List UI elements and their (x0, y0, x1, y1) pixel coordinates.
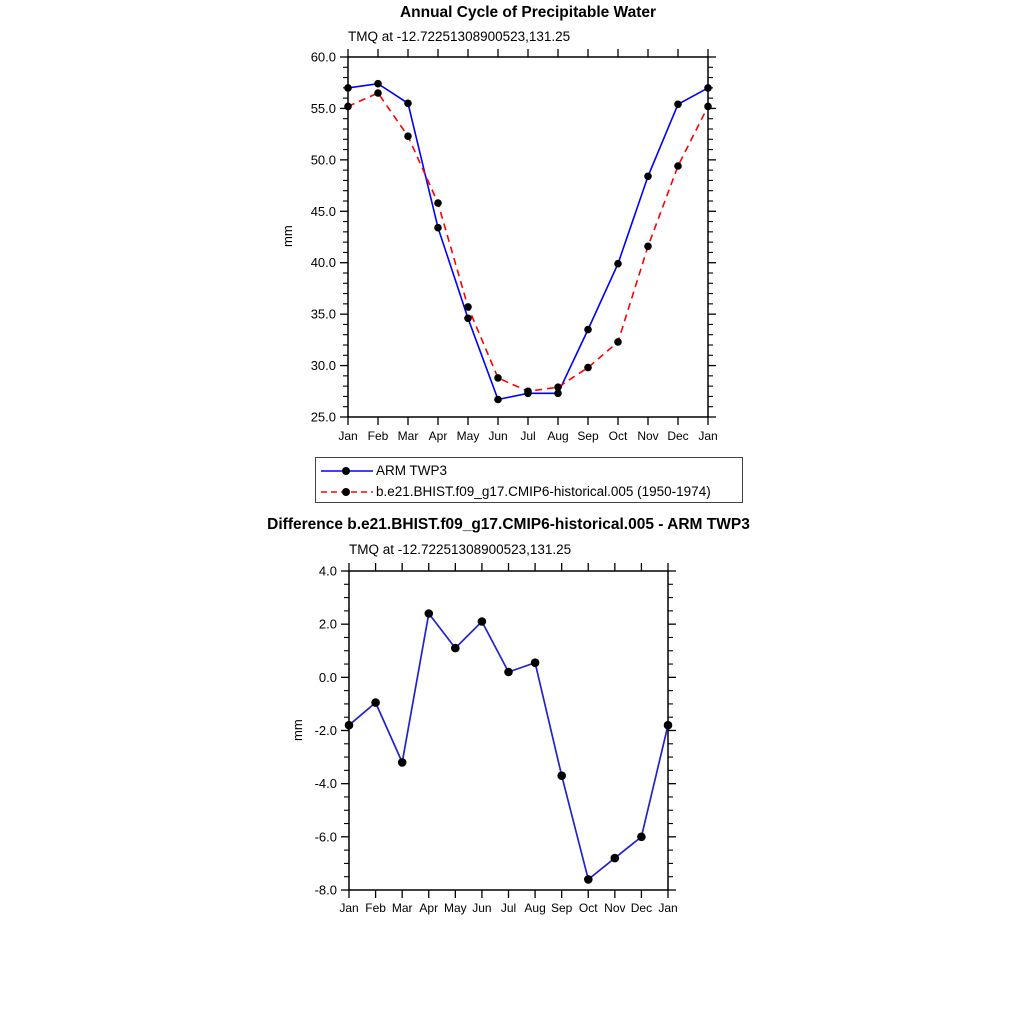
month-label: Nov (637, 429, 659, 443)
data-point (404, 100, 412, 108)
month-label: Jan (339, 901, 359, 915)
data-point (637, 833, 646, 842)
month-label: Mar (391, 901, 413, 915)
series-line-0 (349, 614, 668, 880)
data-point (584, 326, 592, 334)
month-label: Jul (520, 429, 536, 443)
ytick-label: 40.0 (310, 255, 336, 271)
plot-frame (348, 57, 708, 417)
data-point (614, 338, 622, 346)
data-point (478, 617, 487, 626)
data-point (554, 383, 562, 391)
month-label: Sep (550, 901, 573, 915)
chart1-y-axis-label: mm (280, 225, 295, 247)
data-point (434, 199, 442, 207)
data-point (524, 388, 532, 396)
legend-sample-solid-line (320, 465, 374, 477)
series-line-0 (348, 84, 708, 400)
data-point (644, 173, 652, 181)
ytick-label: -6.0 (314, 829, 337, 845)
data-point (674, 162, 682, 170)
legend-item-model (320, 481, 738, 502)
data-point (674, 101, 682, 109)
series-line-1 (348, 93, 708, 391)
data-point (611, 854, 620, 863)
legend-label-arm-twp3: ARM TWP3 (376, 463, 448, 478)
month-label: Feb (367, 429, 389, 443)
ytick-label: -8.0 (314, 882, 337, 898)
ytick-label: 2.0 (318, 616, 337, 632)
month-label: Dec (667, 429, 689, 443)
legend-marker-dot (342, 488, 350, 496)
data-point (494, 374, 502, 382)
data-point (584, 364, 592, 372)
data-point (451, 644, 460, 653)
data-point (504, 668, 513, 677)
chart1-subtitle: TMQ at -12.72251308900523,131.25 (348, 29, 571, 44)
month-label: Jan (338, 429, 358, 443)
chart2-subtitle: TMQ at -12.72251308900523,131.25 (349, 542, 572, 557)
chart2-y-axis-label: mm (290, 719, 305, 741)
month-label: Jan (698, 429, 718, 443)
ytick-label: 55.0 (310, 100, 336, 116)
month-label: May (443, 901, 467, 915)
chart2-title: Difference b.e21.BHIST.f09_g17.CMIP6-historical.005 - ARM TWP3 (267, 516, 750, 533)
data-point (425, 609, 434, 618)
data-point (371, 698, 380, 707)
ytick-label: 30.0 (310, 358, 336, 374)
ytick-label: 0.0 (318, 669, 337, 685)
month-label: Jun (488, 429, 508, 443)
legend-sample-dashed-line (320, 486, 374, 498)
ytick-label: -4.0 (314, 776, 337, 792)
month-label: Nov (604, 901, 626, 915)
data-point (584, 875, 593, 884)
data-point (374, 89, 382, 97)
data-point (344, 84, 352, 92)
month-label: Mar (397, 429, 419, 443)
month-label: Feb (365, 901, 386, 915)
legend-item-arm-twp3 (320, 460, 738, 481)
month-label: Aug (547, 429, 569, 443)
month-label: Jun (472, 901, 492, 915)
data-point (345, 721, 354, 730)
month-label: Sep (577, 429, 599, 443)
ytick-label: -2.0 (314, 723, 337, 738)
ytick-label: 50.0 (310, 152, 336, 168)
month-label: Jan (658, 901, 678, 915)
data-point (398, 758, 407, 767)
data-point (704, 84, 712, 92)
data-point (494, 396, 502, 404)
ytick-label: 35.0 (310, 306, 336, 322)
data-point (434, 224, 442, 232)
legend-marker-dot (342, 467, 350, 475)
data-point (344, 103, 352, 111)
legend (315, 457, 743, 503)
data-point (464, 315, 472, 323)
data-point (557, 771, 566, 780)
data-point (531, 658, 540, 667)
data-point (704, 103, 712, 111)
ytick-label: 45.0 (310, 203, 336, 219)
data-point (464, 303, 472, 311)
month-label: Jul (500, 901, 517, 915)
month-label: Oct (578, 901, 598, 915)
data-point (404, 132, 412, 140)
data-point (664, 721, 673, 730)
month-label: May (456, 429, 480, 443)
month-label: Oct (608, 429, 628, 443)
data-point (644, 243, 652, 251)
month-label: Aug (524, 901, 546, 915)
ytick-label: 60.0 (310, 49, 336, 65)
data-point (614, 260, 622, 268)
ytick-label: 4.0 (318, 563, 337, 579)
chart1-title: Annual Cycle of Precipitable Water (399, 4, 657, 21)
month-label: Dec (630, 901, 653, 915)
ytick-label: 25.0 (310, 409, 336, 425)
month-label: Apr (428, 429, 448, 443)
plot-frame (349, 571, 668, 890)
data-point (374, 80, 382, 88)
month-label: Apr (419, 901, 439, 915)
legend-label-model: b.e21.BHIST.f09_g17.CMIP6-historical.005 (1950-1974) (376, 484, 711, 499)
